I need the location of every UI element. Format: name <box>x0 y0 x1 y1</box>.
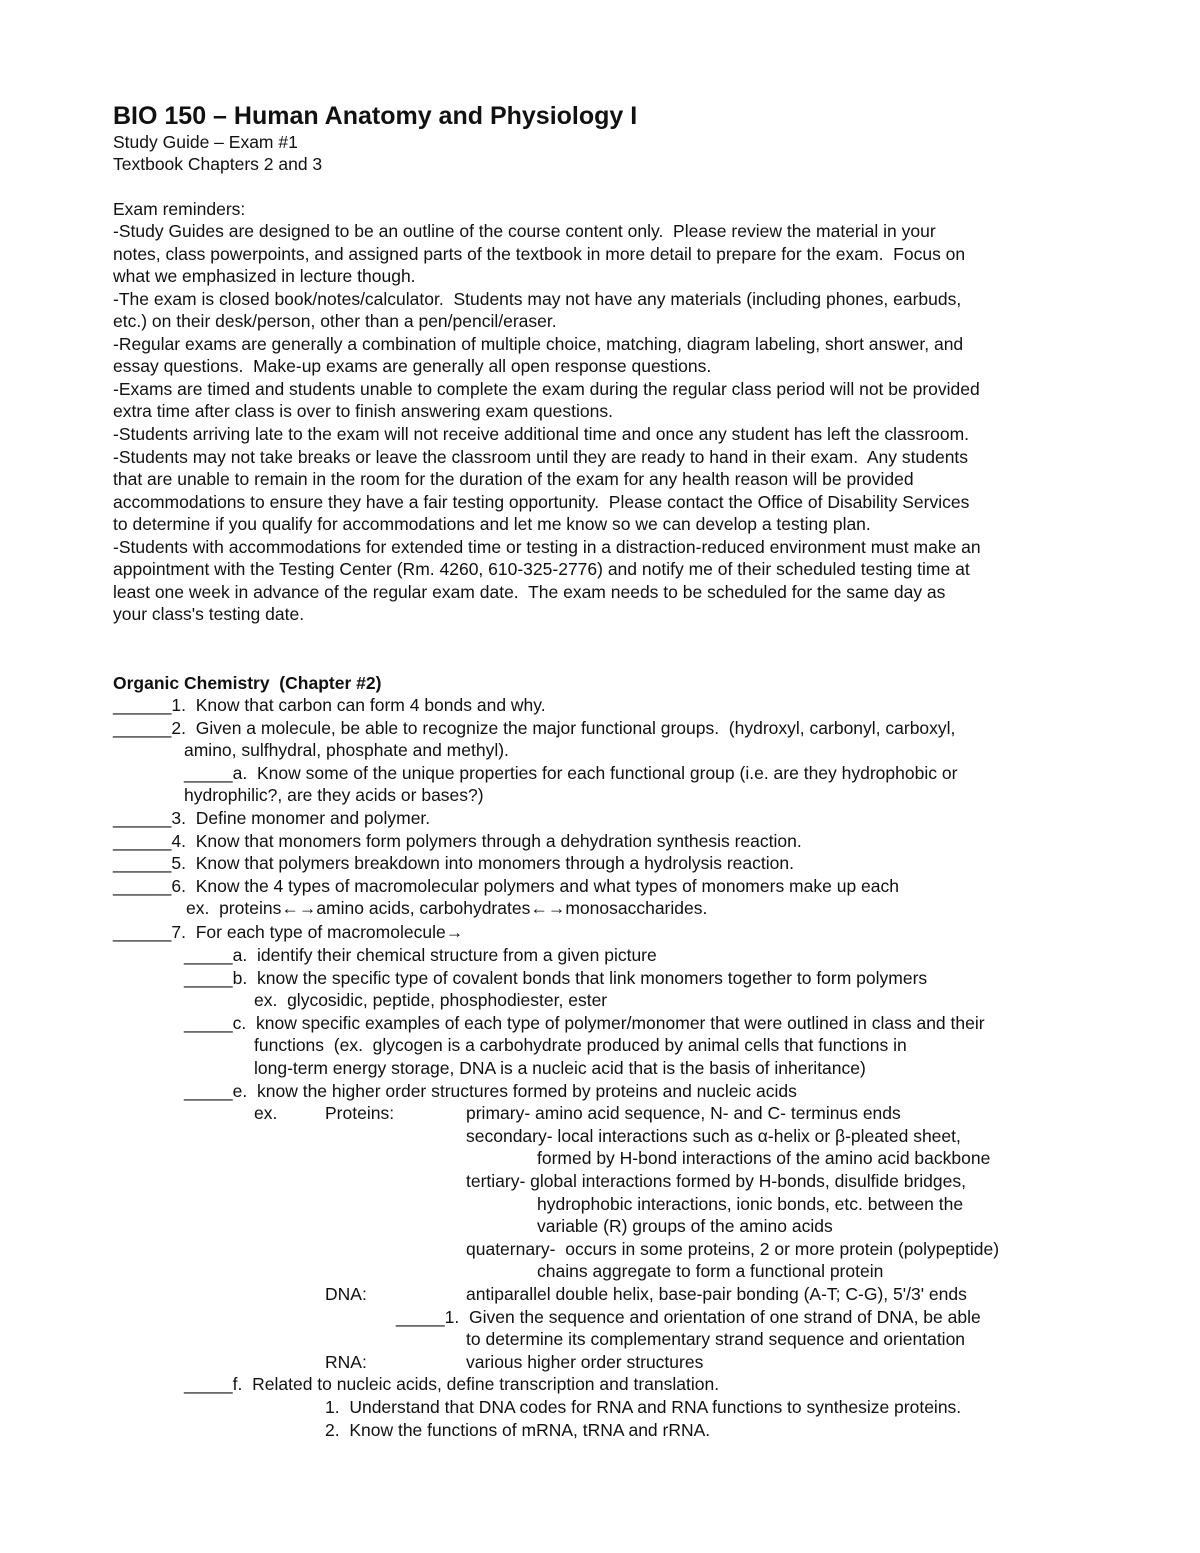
blank-line: ______ <box>113 695 172 715</box>
reminder-line: to determine if you qualify for accommodations and let me know so we can develop a testing plan. <box>113 514 871 534</box>
protein-primary: primary- amino acid sequence, N- and C- terminus ends <box>466 1103 901 1123</box>
protein-secondary: secondary- local interactions such as α-helix or β-pleated sheet, <box>466 1126 961 1146</box>
protein-tertiary: tertiary- global interactions formed by H-bonds, disulfide bridges, <box>466 1171 966 1191</box>
reminder-line: -Students may not take breaks or leave the classroom until they are ready to hand in their exam. Any students <box>113 447 969 467</box>
checklist-item: ______1. Know that carbon can form 4 bonds and why. <box>113 695 546 715</box>
blank-line: _____ <box>184 968 233 988</box>
blank-line: ______ <box>113 853 172 873</box>
blank-line: _____ <box>184 1081 233 1101</box>
rna-structure: various higher order structures <box>466 1352 704 1372</box>
chapters-line: Textbook Chapters 2 and 3 <box>113 154 323 174</box>
checklist-item-cont: hydrophilic?, are they acids or bases?) <box>184 785 484 805</box>
blank-line: ______ <box>113 922 172 942</box>
reminder-line: -Students with accommodations for extended time or testing in a distraction-reduced environment must make an <box>113 537 981 557</box>
blank-line: ______ <box>113 718 172 738</box>
nucleic-acid-point: 2. Know the functions of mRNA, tRNA and rRNA. <box>325 1420 711 1440</box>
reminder-line: -Students arriving late to the exam will not receive additional time and once any student has left the classroom. <box>113 424 970 444</box>
blank-line: _____ <box>184 1374 233 1394</box>
reminder-line: -Study Guides are designed to be an outline of the course content only. Please review the material in your <box>113 221 936 241</box>
checklist-subitem: _____b. know the specific type of covalent bonds that link monomers together to form polymers <box>184 968 928 988</box>
dna-structure: antiparallel double helix, base-pair bonding (A-T; C-G), 5'/3' ends <box>466 1284 967 1304</box>
proteins-label: Proteins: <box>325 1103 395 1123</box>
blank-line: _____ <box>184 763 233 783</box>
reminders-heading: Exam reminders: <box>113 199 246 219</box>
reminder-line: etc.) on their desk/person, other than a pen/pencil/eraser. <box>113 311 557 331</box>
checklist-item-cont: long-term energy storage, DNA is a nucleic acid that is the basis of inheritance) <box>254 1058 866 1078</box>
checklist-item: ______6. Know the 4 types of macromolecular polymers and what types of monomers make up each <box>113 876 899 896</box>
document-title: BIO 150 – Human Anatomy and Physiology I <box>113 102 638 130</box>
protein-tertiary-cont: hydrophobic interactions, ionic bonds, etc. between the <box>537 1194 964 1214</box>
reminder-line: notes, class powerpoints, and assigned parts of the textbook in more detail to prepare for the exam. Focus on <box>113 244 966 264</box>
checklist-item: ______7. For each type of macromolecule→ <box>113 922 464 942</box>
dna-subitem-cont: to determine its complementary strand sequence and orientation <box>466 1329 966 1349</box>
checklist-subitem: _____e. know the higher order structures formed by proteins and nucleic acids <box>184 1081 797 1101</box>
blank-line: _____ <box>184 945 233 965</box>
protein-secondary-cont: formed by H-bond interactions of the amino acid backbone <box>537 1148 991 1168</box>
reminder-line: -The exam is closed book/notes/calculator. Students may not have any materials (including phones, earbuds, <box>113 289 962 309</box>
reminder-line: your class's testing date. <box>113 604 305 624</box>
checklist-item: ______5. Know that polymers breakdown into monomers through a hydrolysis reaction. <box>113 853 794 873</box>
blank-line: ______ <box>113 831 172 851</box>
protein-quaternary-cont: chains aggregate to form a functional protein <box>537 1261 884 1281</box>
reminder-line: extra time after class is over to finish answering exam questions. <box>113 401 613 421</box>
checklist-item: ______3. Define monomer and polymer. <box>113 808 431 828</box>
blank-line: _____ <box>184 1013 233 1033</box>
checklist-item-cont: functions (ex. glycogen is a carbohydrate produced by animal cells that functions in <box>254 1035 907 1055</box>
reminder-line: least one week in advance of the regular exam date. The exam needs to be scheduled for the same day as <box>113 582 946 602</box>
reminder-line: -Regular exams are generally a combination of multiple choice, matching, diagram labeling, short answer, and <box>113 334 964 354</box>
checklist-subitem: _____a. Know some of the unique properties for each functional group (i.e. are they hydrophobic or <box>184 763 958 783</box>
blank-line: ______ <box>113 876 172 896</box>
rna-label: RNA: <box>325 1352 367 1372</box>
blank-line: _____ <box>396 1307 445 1327</box>
reminder-line: accommodations to ensure they have a fair testing opportunity. Please contact the Office of Disability Services <box>113 492 970 512</box>
reminder-line: essay questions. Make-up exams are generally all open response questions. <box>113 356 712 376</box>
section-heading-organic-chemistry: Organic Chemistry (Chapter #2) <box>113 673 382 693</box>
nucleic-acid-point: 1. Understand that DNA codes for RNA and RNA functions to synthesize proteins. <box>325 1397 962 1417</box>
example-label: ex. <box>254 1103 278 1123</box>
blank-line: ______ <box>113 808 172 828</box>
reminder-line: what we emphasized in lecture though. <box>113 266 416 286</box>
checklist-item-cont: amino, sulfhydral, phosphate and methyl). <box>184 740 509 760</box>
checklist-subitem: _____a. identify their chemical structure from a given picture <box>184 945 657 965</box>
checklist-item: ______2. Given a molecule, be able to recognize the major functional groups. (hydroxyl, carbonyl, carboxyl, <box>113 718 956 738</box>
checklist-subitem: _____f. Related to nucleic acids, define transcription and translation. <box>184 1374 720 1394</box>
reminder-line: appointment with the Testing Center (Rm. 4260, 610-325-2776) and notify me of their scheduled testing time at <box>113 559 970 579</box>
study-guide-subtitle: Study Guide – Exam #1 <box>113 132 298 152</box>
checklist-item-example: ex. glycosidic, peptide, phosphodiester, ester <box>254 990 608 1010</box>
checklist-item-example: ex. proteins←→amino acids, carbohydrates←→monosaccharides. <box>186 898 708 918</box>
checklist-subitem: _____c. know specific examples of each type of polymer/monomer that were outlined in class and their <box>184 1013 985 1033</box>
protein-tertiary-cont: variable (R) groups of the amino acids <box>537 1216 833 1236</box>
reminder-line: -Exams are timed and students unable to complete the exam during the regular class period will not be provided <box>113 379 980 399</box>
checklist-item: ______4. Know that monomers form polymers through a dehydration synthesis reaction. <box>113 831 802 851</box>
dna-subitem: _____1. Given the sequence and orientation of one strand of DNA, be able <box>396 1307 981 1327</box>
dna-label: DNA: <box>325 1284 367 1304</box>
reminder-line: that are unable to remain in the room for the duration of the exam for any health reason will be provided <box>113 469 914 489</box>
protein-quaternary: quaternary- occurs in some proteins, 2 or more protein (polypeptide) <box>466 1239 1000 1259</box>
